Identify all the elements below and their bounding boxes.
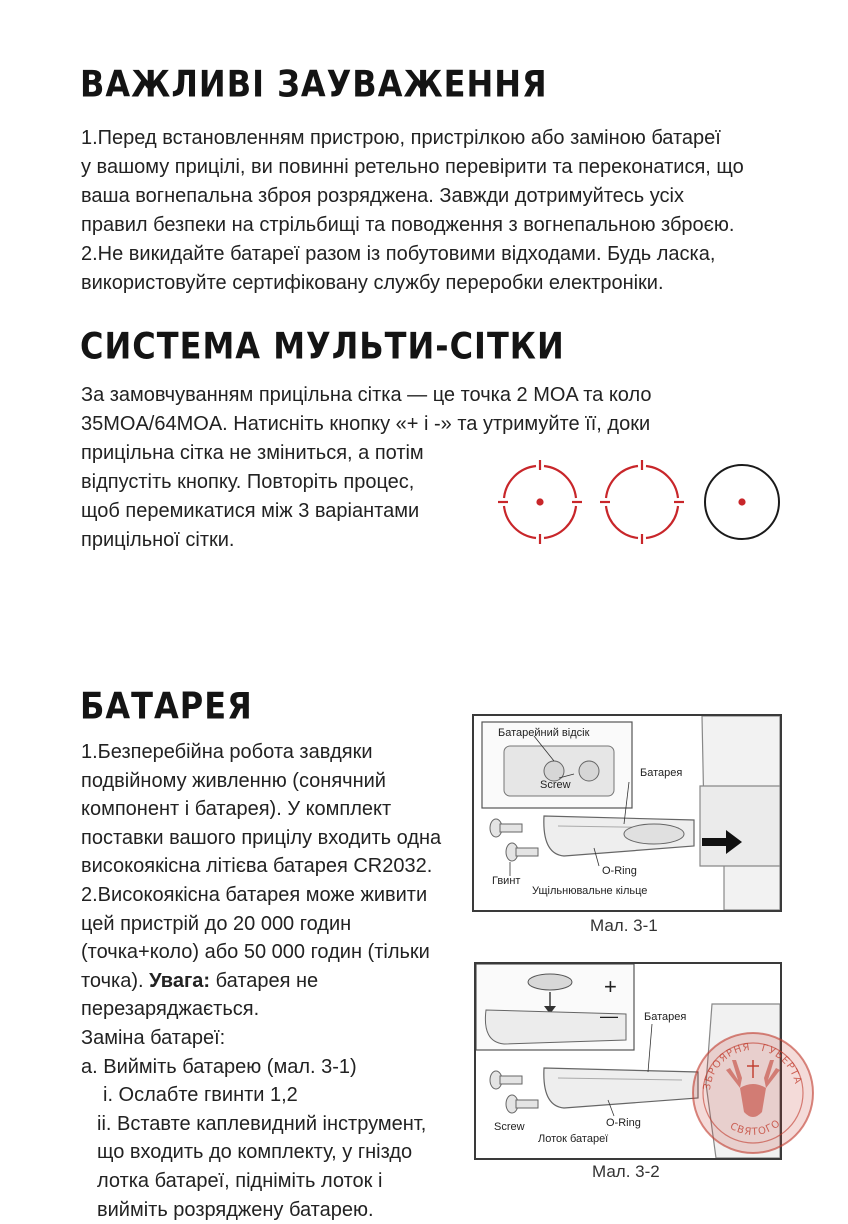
battery-line: подвійному живленню (сонячний [81, 767, 441, 796]
notes-line: 2.Не викидайте батареї разом із побутовими відходами. Будь ласка, [81, 240, 744, 269]
step-a: a. Вийміть батарею (мал. 3-1) [81, 1053, 441, 1082]
battery-compartment-illustration [474, 716, 780, 910]
replace-heading: Заміна батареї: [81, 1024, 441, 1053]
reticle-dot-circle-ticks-icon [498, 460, 582, 544]
reticle-line: відпустіть кнопку. Повторіть процес, [81, 468, 652, 497]
watermark-seal-icon [690, 1030, 816, 1156]
warning-prefix: точка). [81, 970, 149, 992]
figure-3-1 [472, 714, 782, 912]
notes-line: у вашому прицілі, ви повинні ретельно перевірити та переконатися, що [81, 153, 744, 182]
label-screw: Screw [540, 779, 571, 791]
seal-text-bottom: СВЯТОГО [728, 1118, 783, 1138]
step-ii-line: вийміть розряджену батарею. [81, 1196, 441, 1224]
seal-text-right: ГУБЕРТА [760, 1043, 803, 1086]
label-oring: O-Ring [602, 865, 637, 877]
notes-line: правил безпеки на стрільбищі та поводження з вогнепальною зброєю. [81, 211, 744, 240]
battery-warning-line [81, 967, 441, 996]
battery-line: високоякісна літієва батарея CR2032. [81, 852, 441, 881]
warning-label: Увага: [149, 970, 210, 992]
reticle-circle-ticks-icon [600, 460, 684, 544]
notes-title: ВАЖЛИВІ ЗАУВАЖЕННЯ [80, 62, 548, 106]
battery-line: 1.Безперебійна робота завдяки [81, 738, 441, 767]
reticle-line: За замовчуванням прицільна сітка — це точка 2 MOA та коло [81, 381, 652, 410]
label-battery-2: Батарея [644, 1011, 686, 1023]
reticle-title: СИСТЕМА МУЛЬТИ-СІТКИ [80, 324, 565, 368]
label-tray: Лоток батареї [538, 1133, 608, 1145]
warning-suffix: батарея не [210, 970, 318, 992]
label-screw-2: Screw [494, 1121, 525, 1133]
label-screw-ua: Гвинт [492, 875, 520, 887]
battery-line: поставки вашого прицілу входить одна [81, 824, 441, 853]
label-seal: Ущільнювальне кільце [532, 885, 647, 897]
label-compartment: Батарейний відсік [498, 727, 590, 739]
battery-title: БАТАРЕЯ [80, 684, 253, 728]
battery-line: 2.Високоякісна батарея може живити [81, 881, 441, 910]
figure-3-1-caption: Мал. 3-1 [590, 916, 658, 936]
seal-text-top: ЗБРОЯРНЯ [702, 1042, 751, 1091]
sign-plus: + [604, 974, 617, 999]
battery-line: (точка+коло) або 50 000 годин (тільки [81, 938, 441, 967]
notes-line: ваша вогнепальна зброя розряджена. Завжди дотримуйтесь усіх [81, 182, 744, 211]
reticle-line: щоб перемикатися між 3 варіантами [81, 497, 652, 526]
notes-text [81, 124, 744, 298]
step-ii-line: лотка батареї, підніміть лоток і [81, 1167, 441, 1196]
step-ii-line: ii. Вставте каплевидний інструмент, [81, 1110, 441, 1139]
reticle-dot-icon [700, 460, 784, 544]
reticle-line: прицільної сітки. [81, 526, 652, 555]
notes-line: 1.Перед встановленням пристрою, пристрілкою або заміною батареї [81, 124, 744, 153]
step-i: i. Ослабте гвинти 1,2 [81, 1081, 441, 1110]
battery-line: цей пристрій до 20 000 годин [81, 910, 441, 939]
reticle-line: 35MOA/64MOA. Натисніть кнопку «+ і -» та утримуйте її, доки [81, 410, 652, 439]
figure-3-2-caption: Мал. 3-2 [592, 1162, 660, 1182]
sign-minus: — [600, 1006, 618, 1026]
battery-line: компонент і батарея). У комплект [81, 795, 441, 824]
label-oring-2: O-Ring [606, 1117, 641, 1129]
step-ii-line: що входить до комплекту, у гніздо [81, 1138, 441, 1167]
battery-line: перезаряджається. [81, 995, 441, 1024]
reticle-line: прицільна сітка не зміниться, а потім [81, 439, 652, 468]
label-battery: Батарея [640, 767, 682, 779]
notes-line: використовуйте сертифіковану службу переробки електроніки. [81, 269, 744, 298]
battery-text [81, 738, 441, 1224]
